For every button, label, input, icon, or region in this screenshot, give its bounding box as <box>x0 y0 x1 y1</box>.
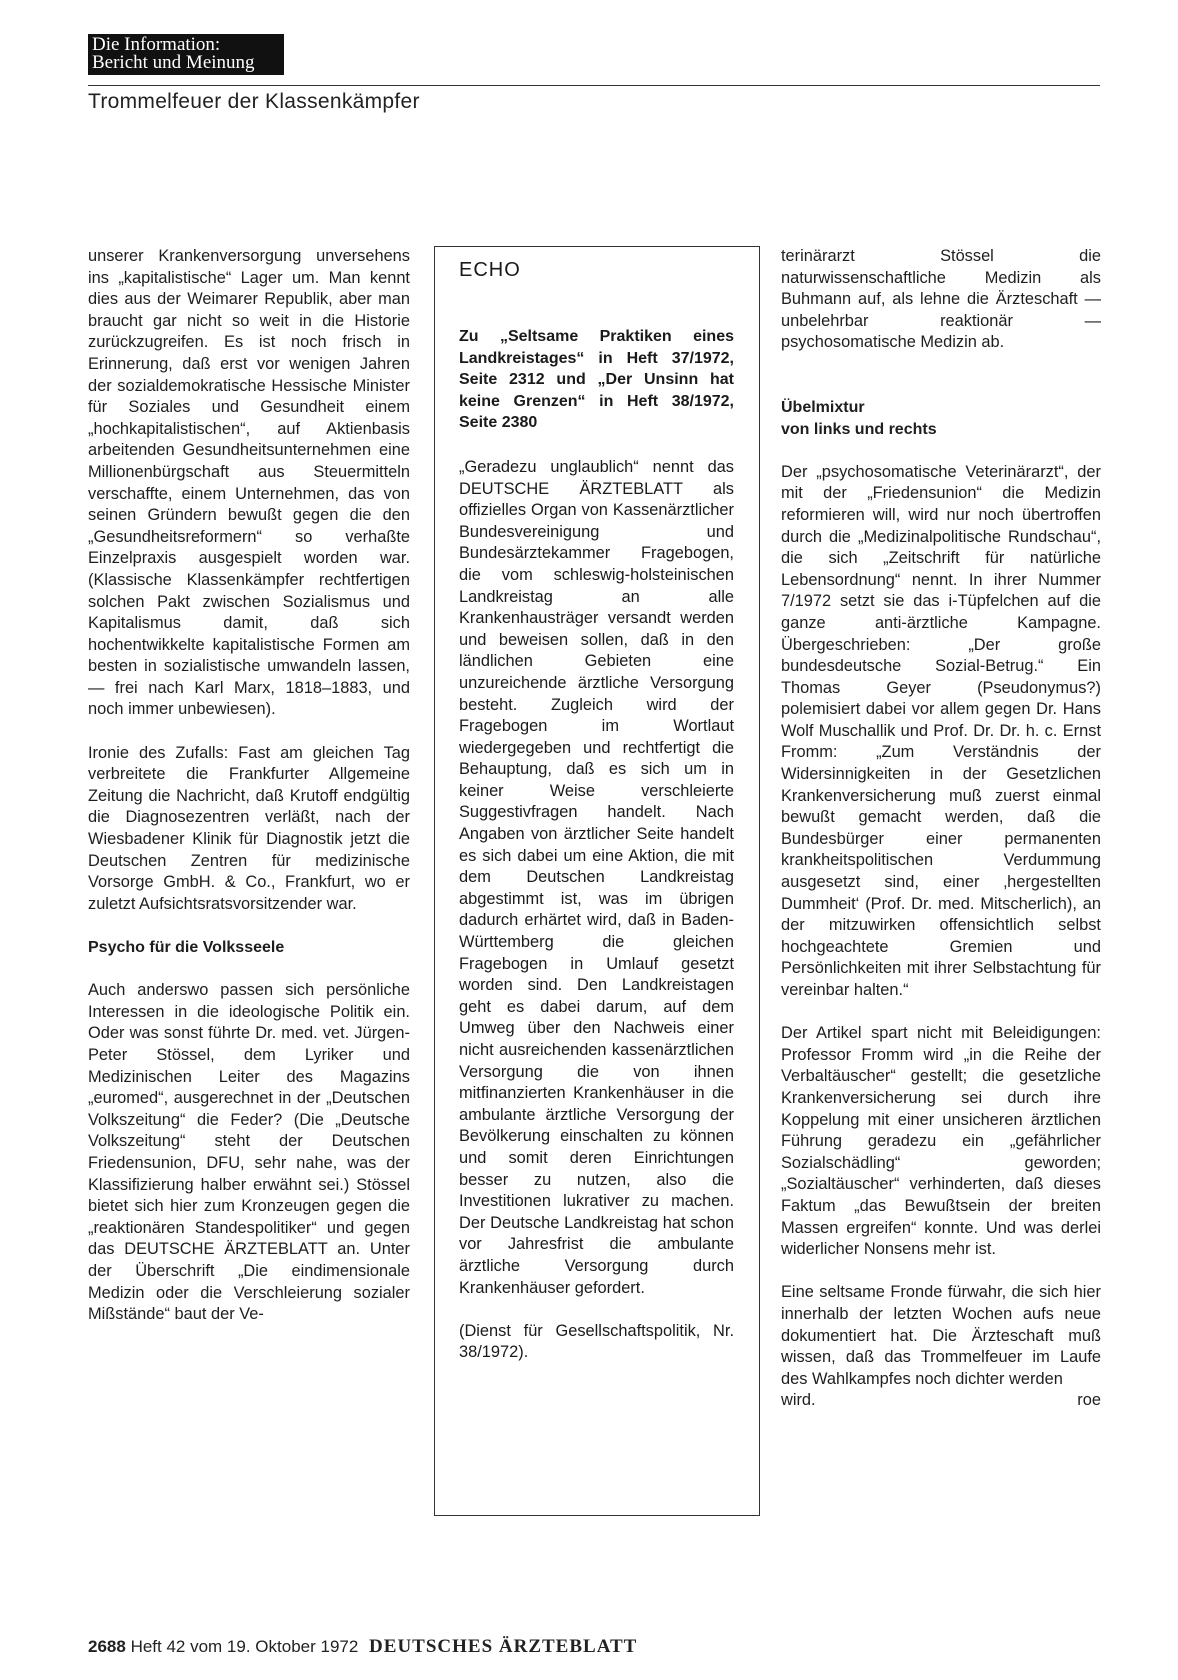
journal-name: DEUTSCHES ÄRZTEBLATT <box>369 1636 638 1657</box>
subheading-line-2: von links und rechts <box>781 420 937 438</box>
rubric-line-2: Bericht und Meinung <box>92 52 255 73</box>
subheading-line-1: Übelmixtur <box>781 398 865 416</box>
subheading-uebelmixtur <box>781 397 1101 440</box>
echo-source: (Dienst für Gesellschaftspolitik, Nr. 38/1972). <box>459 1321 734 1362</box>
header-rule <box>88 85 1100 86</box>
rubric-label <box>88 34 284 75</box>
rubric-line-1: Die Information: <box>92 34 221 55</box>
author-initials: roe <box>1077 1391 1101 1410</box>
page-number: 2688 <box>88 1637 126 1656</box>
right-paragraph-4 <box>781 1282 1101 1390</box>
left-column <box>88 246 410 1347</box>
echo-body: „Geradezu unglaublich“ nennt das DEUTSCHE ÄRZTEBLATT als offizielles Organ von Kassenärztlicher Bundesvereinigung und Bundesärztekammer Fragebogen, die vom schleswig-holsteinischen Landkreistag an alle Krankenhausträger versandt werden und beweisen sollen, daß in den ländlichen Gebieten eine unzureichende ärztliche Versorgung besteht. Zugleich wird der Fragebogen im Wortlaut wiedergegeben und rechtfertigt die Behauptung, daß es sich um in keiner Weise verschleierte Suggestivfragen handelt. Nach Angaben von ärztlicher Seite handelt es sich dabei um eine Aktion, die mit dem Deutschen Landkreistag abgestimmt ist, was im übrigen dadurch erhärtet wird, daß in Baden-Württemberg die gleichen Fragebogen in Umlauf gesetzt worden sind. Den Landkreistagen geht es dabei darum, auf dem Umweg über den Nachweis einer nicht ausreichenden kassenärztlichen Versorgung die von ihnen mitfinanzierten Krankenhäuser in die ambulante ärztliche Versorgung der Bevölkerung einschalten zu können und somit deren Einrichtungen besser zu nutzen, also die Investitionen lukrativer zu machen. Der Deutsche Landkreistag hat schon vor Jahresfrist die ambulante ärztliche Versorgung durch Krankenhäuser gefordert. <box>459 457 734 1297</box>
echo-box <box>434 246 760 1516</box>
page-footer <box>88 1636 637 1658</box>
section-title: Trommelfeuer der Klassenkämpfer <box>88 90 420 113</box>
left-paragraph-2: Ironie des Zufalls: Fast am gleichen Tag verbreitete die Frankfurter Allgemeine Zeitung die Nachricht, daß Krutoff endgültig die Diagnosezentren verläßt, nach der Wiesbadener Klinik für Diagnostik jetzt die Deutschen Zentren für medizinische Vorsorge GmbH. & Co., Frankfurt, wo er zuletzt Aufsichtsratsvorsitzender war. <box>88 743 410 913</box>
right-paragraph-1: terinärarzt Stössel die naturwissenschaftliche Medizin als Buhmann auf, als lehne die Ärzteschaft — unbelehrbar reaktionär — psychosomatische Medizin ab. <box>781 247 1101 352</box>
closing-word: wird. <box>781 1391 816 1410</box>
subheading-psycho: Psycho für die Volksseele <box>88 939 285 956</box>
right-column <box>781 246 1101 1412</box>
echo-heading: Zu „Seltsame Praktiken eines Landkreistages“ in Heft 37/1972, Seite 2312 und „Der Unsinn hat keine Grenzen“ in Heft 38/1972, Seite 2380 <box>459 328 734 432</box>
left-paragraph-3: Auch anderswo passen sich persönliche Interessen in die ideologische Politik ein. Oder was sonst führte Dr. med. vet. Jürgen-Peter Stössel, dem Lyriker und Medizinischen Leiter des Magazins „euromed“, ausgerechnet in der „Deutschen Volkszeitung“ die Feder? (Die „Deutsche Volkszeitung“ steht der Deutschen Friedensunion, DFU, sehr nahe, was der Klassifizierung halber erwähnt sei.) Stössel bietet sich hier zum Kronzeugen gegen die „reaktionären Standespolitiker“ und gegen das DEUTSCHE ÄRZTEBLATT an. Unter der Überschrift „Die eindimensionale Medizin oder die Verschleierung sozialer Mißstände“ baut der Ve- <box>88 981 410 1324</box>
closing-line <box>781 1390 1101 1412</box>
issue-info: Heft 42 vom 19. Oktober 1972 <box>130 1637 359 1656</box>
right-paragraph-3: Der Artikel spart nicht mit Beleidigungen: Professor Fromm wird „in die Reihe der Verbaltäuscher“ gestellt; die gesetzliche Krankenversicherung sei durch ihre Koppelung mit einer unsicheren ärztlichen Führung geradezu ein „gefährlicher Sozialschädling“ geworden; „Sozialtäuscher“ verhinderten, daß dieses Faktum „das Bewußtsein der breiten Massen ergreifen“ konnte. Und was derlei widerlicher Nonsens mehr ist. <box>781 1024 1101 1259</box>
right-paragraph-2: Der „psychosomatische Veterinärarzt“, der mit der „Friedensunion“ die Medizin reformieren will, wird nur noch übertroffen durch die „Medizinalpolitische Rundschau“, die sich „Zeitschrift für natürliche Lebensordnung“ nennt. In ihrer Nummer 7/1972 setzt sie das i-Tüpfelchen auf die ganze anti-ärztliche Kampagne. Übergeschrieben: „Der große bundesdeutsche Sozial-Betrug.“ Ein Thomas Geyer (Pseudonymus?) polemisiert dabei vor allem gegen Dr. Hans Wolf Muschallik und Prof. Dr. Dr. h. c. Ernst Fromm: „Zum Verständnis der Widersinnigkeiten in der Gesetzlichen Krankenversicherung muß zuerst einmal bewußt gemacht werden, daß die Bundesbürger einer permanenten krankheitspolitischen Verdummung ausgesetzt sind, einer ‚hergestellten Dummheit‘ (Prof. Dr. med. Mitscherlich), an der mitzuwirken offensichtlich selbst hochgeachtete Gremien und Persönlichkeiten mit ihrer Selbstachtung für vereinbar halten.“ <box>781 462 1101 999</box>
left-paragraph-1: unserer Krankenversorgung unversehens ins „kapitalistische“ Lager um. Man kennt dies aus der Weimarer Republik, aber man braucht gar nicht so weit in die Historie zurückzugreifen. Es ist noch frisch in Erinnerung, daß erst vor wenigen Jahren der sozialdemokratische Hessische Minister für Soziales und Gesundheit einem „hochkapitalistischen“, auf Aktienbasis arbeitenden Gesundheitsunternehmen eine Millionenbürgschaft aus Steuermitteln verschaffte, einem Unternehmen, das von seinen Gründern bewußt gegen die den „Gesundheitsreformern“ so verhaßte Einzelpraxis ausgespielt worden war. (Klassische Klassenkämpfer rechtfertigen solchen Pakt zwischen Sozialismus und Kapitalismus damit, daß sich hochentwikkelte kapitalistische Formen am besten in sozialistische umwandeln lassen, — frei nach Karl Marx, 1818–1883, und noch immer unbewiesen). <box>88 247 410 719</box>
right-paragraph-4-text: Eine seltsame Fronde fürwahr, die sich hier innerhalb der letzten Wochen aufs neue dokumentiert hat. Die Ärzteschaft muß wissen, daß das Trommelfeuer im Laufe des Wahlkampfes noch dichter werden <box>781 1283 1101 1388</box>
echo-label: ECHO <box>459 259 521 281</box>
